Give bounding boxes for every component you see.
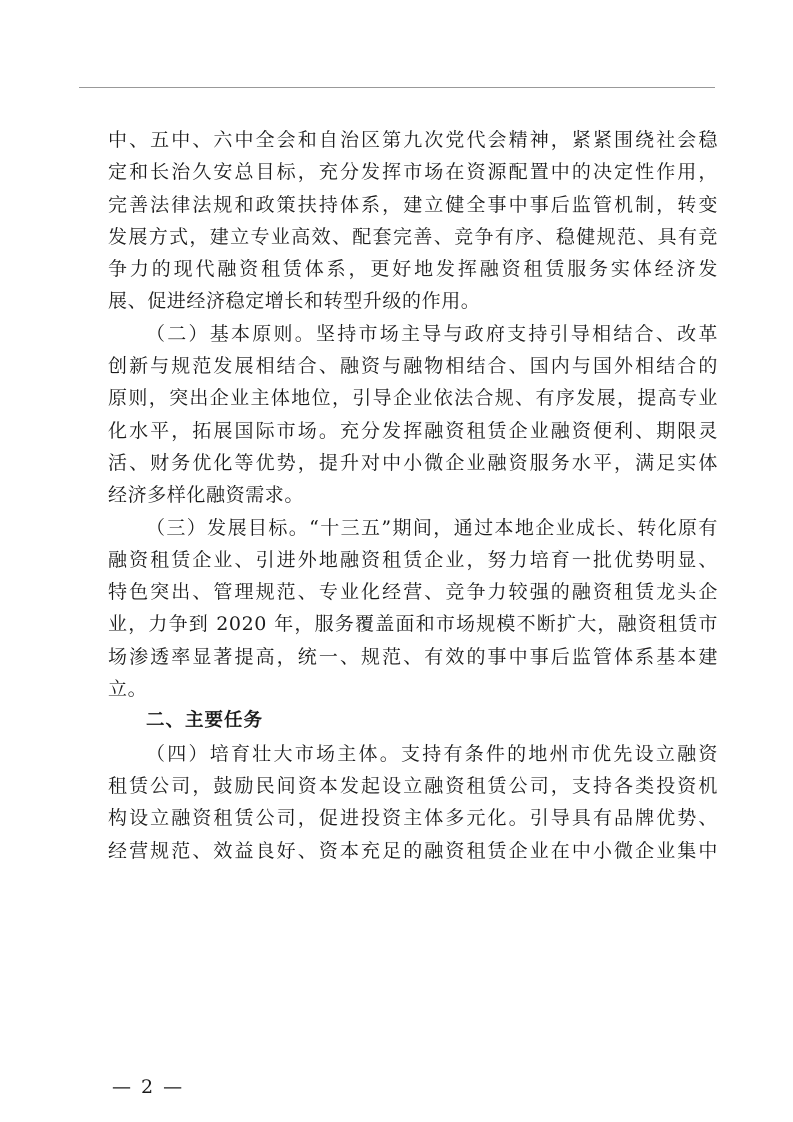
text-line: 租赁公司，鼓励民间资本发起设立融资租赁公司，支持各类投资机 xyxy=(108,774,718,797)
text-line: 经营规范、效益良好、资本充足的融资租赁企业在中小微企业集中 xyxy=(108,839,718,862)
text-line: 定和长治久安总目标，充分发挥市场在资源配置中的决定性作用， xyxy=(108,161,718,184)
paragraph-lead: （二）基本原则。 xyxy=(146,322,316,345)
text-line: 创新与规范发展相结合、融资与融物相结合、国内与国外相结合的 xyxy=(108,355,718,378)
text-line xyxy=(108,738,718,770)
document-body xyxy=(108,124,718,867)
text-line: 中、五中、六中全会和自治区第九次党代会精神，紧紧围绕社会稳 xyxy=(108,129,718,151)
goals-paragraph xyxy=(108,512,718,706)
paragraph-text: 坚持市场主导与政府支持引导相结合、改革 xyxy=(315,322,718,345)
paragraph-text: 支持有条件的地州市优先设立融资 xyxy=(400,742,718,765)
text-line xyxy=(108,318,718,350)
header-rule xyxy=(79,87,715,88)
paragraph-lead: （三）发展目标。 xyxy=(146,516,310,539)
text-line: 业，力争到 2020 年，服务覆盖面和市场规模不断扩大，融资租赁市 xyxy=(108,613,718,636)
principles-paragraph xyxy=(108,318,718,512)
page-number: — 2 — xyxy=(112,1076,185,1098)
text-line: 化水平，拓展国际市场。充分发挥融资租赁企业融资便利、期限灵 xyxy=(108,419,718,442)
paragraph-text: “十三五”期间，通过本地企业成长、转化原有 xyxy=(309,516,718,539)
text-line: 融资租赁企业、引进外地融资租赁企业，努力培育一批优势明显、 xyxy=(108,548,718,571)
text-line: 发展方式，建立专业高效、配套完善、竞争有序、稳健规范、具有竞 xyxy=(108,225,718,248)
text-line: 立。 xyxy=(108,678,148,701)
text-line: 完善法律法规和政策扶持体系，建立健全事中事后监管机制，转变 xyxy=(108,193,718,216)
text-line: 构设立融资租赁公司，促进投资主体多元化。引导具有品牌优势、 xyxy=(108,807,718,830)
paragraph-lead: （四）培育壮大市场主体。 xyxy=(146,742,401,765)
intro-paragraph xyxy=(108,124,718,318)
cultivate-paragraph xyxy=(108,738,718,867)
text-line: 展、促进经济稳定增长和转型升级的作用。 xyxy=(108,290,481,313)
text-line: 争力的现代融资租赁体系，更好地发挥融资租赁服务实体经济发 xyxy=(108,258,718,281)
text-line: 活、财务优化等优势，提升对中小微企业融资服务水平，满足实体 xyxy=(108,451,718,474)
section-heading: 二、主要任务 xyxy=(146,710,264,732)
text-line: 经济多样化融资需求。 xyxy=(108,484,305,507)
text-line: 特色突出、管理规范、专业化经营、竞争力较强的融资租赁龙头企 xyxy=(108,581,718,604)
text-line: 原则，突出企业主体地位，引导企业依法合规、有序发展，提高专业 xyxy=(108,387,718,410)
text-line: 场渗透率显著提高，统一、规范、有效的事中事后监管体系基本建 xyxy=(108,645,718,668)
text-line xyxy=(108,512,718,544)
